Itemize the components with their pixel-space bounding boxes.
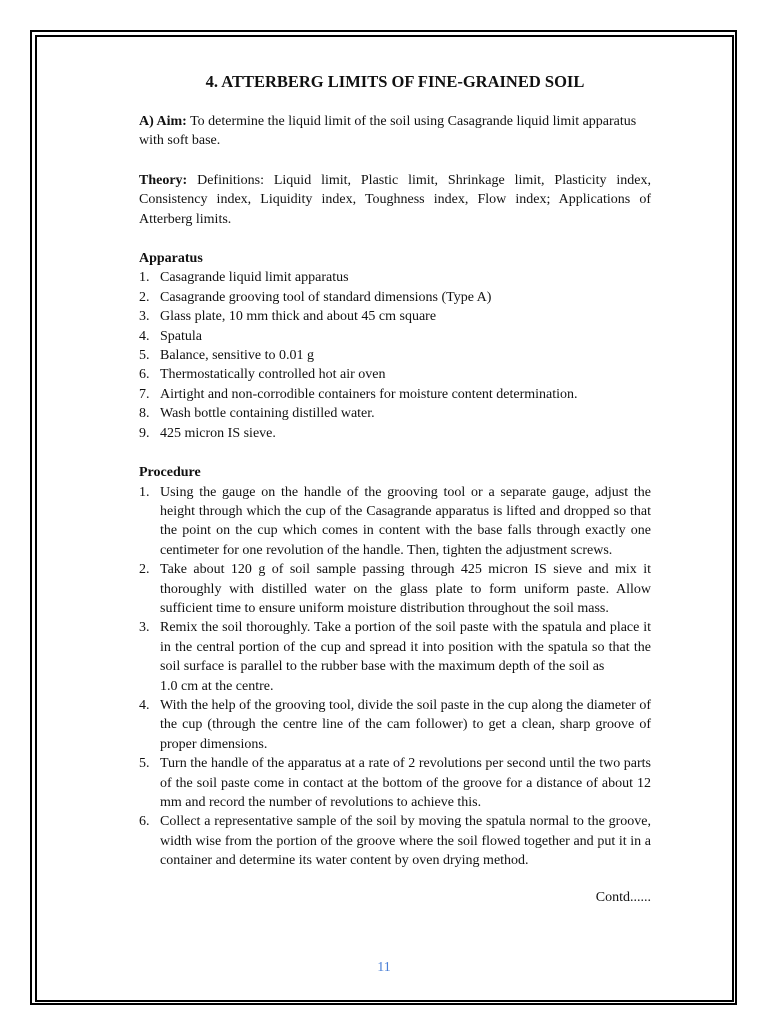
item-text: Glass plate, 10 mm thick and about 45 cm square [160,309,437,325]
step-text-continued: 1.0 cm at the centre. [160,678,274,694]
apparatus-item [139,424,651,443]
item-text: Wash bottle containing distilled water. [160,406,375,422]
item-text: Spatula [160,328,202,344]
step-number: 5. [139,756,150,772]
item-text: Airtight and non-corrodible containers for moisture content determination. [160,386,578,402]
item-number: 8. [139,406,150,422]
apparatus-list [139,268,651,443]
item-number: 3. [139,309,150,325]
procedure-step [139,483,651,561]
item-number: 9. [139,425,150,441]
step-text: Collect a representative sample of the soil by moving the spatula normal to the groove, width wise from the portion of the groove where the soil flowed together and put it in a container and determine its water content by oven drying method. [160,814,651,869]
apparatus-item [139,404,651,423]
continued-note: Contd...... [595,889,651,905]
theory-paragraph [139,171,651,229]
aim-label: A) Aim: [139,114,187,129]
aim-text: To determine the liquid limit of the soil using Casagrande liquid limit apparatus with soft base. [139,114,637,149]
item-text: Thermostatically controlled hot air oven [160,367,386,383]
aim-paragraph [139,112,651,151]
procedure-step [139,618,651,696]
step-number: 1. [139,484,150,500]
step-text: With the help of the grooving tool, divide the soil paste in the cup along the diameter of the cup (through the centre line of the cam follower) to get a clean, sharp groove of proper dimensions. [160,697,651,752]
step-number: 2. [139,562,150,578]
theory-text: Definitions: Liquid limit, Plastic limit, Shrinkage limit, Plasticity index, Consistency index, Liquidity index, Toughness index, Flow index; Applications of Atterberg limits. [139,172,651,227]
step-text: Remix the soil thoroughly. Take a portion of the soil paste with the spatula and place it in the central portion of the cup and spread it into position with the spatula so that the soil surface is parallel to the rubber base with the maximum depth of the soil as [160,620,651,675]
step-text: Take about 120 g of soil sample passing through 425 micron IS sieve and mix it thoroughly with distilled water on the glass plate to form uniform paste. Allow sufficient time to ensure uniform moisture distribution throughout the soil mass. [160,562,651,616]
procedure-step [139,754,651,812]
apparatus-item [139,307,651,326]
item-number: 2. [139,289,150,305]
item-number: 1. [139,270,150,286]
theory-label: Theory: [139,172,188,188]
apparatus-item [139,346,651,365]
item-text: Casagrande liquid limit apparatus [160,270,349,286]
apparatus-item [139,365,651,384]
apparatus-heading: Apparatus [139,251,203,267]
item-number: 7. [139,386,150,402]
page-number: 11 [377,960,391,975]
step-number: 3. [139,620,150,636]
item-text: Balance, sensitive to 0.01 g [160,348,314,364]
step-text: Turn the handle of the apparatus at a rate of 2 revolutions per second until the two parts of the soil paste come in contact at the bottom of the groove for a distance of about 12 mm and record the number of revolutions to achieve this. [160,756,651,810]
procedure-list [139,483,651,871]
apparatus-item [139,327,651,346]
procedure-step [139,696,651,754]
item-number: 4. [139,328,150,344]
step-number: 4. [139,697,150,713]
item-text: Casagrande grooving tool of standard dimensions (Type A) [160,289,492,305]
item-text: 425 micron IS sieve. [160,425,276,441]
step-number: 6. [139,814,150,830]
procedure-step [139,812,651,870]
page-content [139,72,651,906]
apparatus-item [139,288,651,307]
item-number: 5. [139,348,150,364]
step-text: Using the gauge on the handle of the grooving tool or a separate gauge, adjust the height through which the cup of the Casagrande apparatus is lifted and dropped so that the point on the cup which comes in content with the base falls through exactly one centimeter for one revolution of the handle. Then, tighten the adjustment screws. [160,484,651,558]
document-title: 4. ATTERBERG LIMITS OF FINE-GRAINED SOIL [205,72,585,91]
apparatus-item [139,268,651,287]
apparatus-item [139,385,651,404]
procedure-step [139,560,651,618]
procedure-heading: Procedure [139,465,201,481]
item-number: 6. [139,367,150,383]
